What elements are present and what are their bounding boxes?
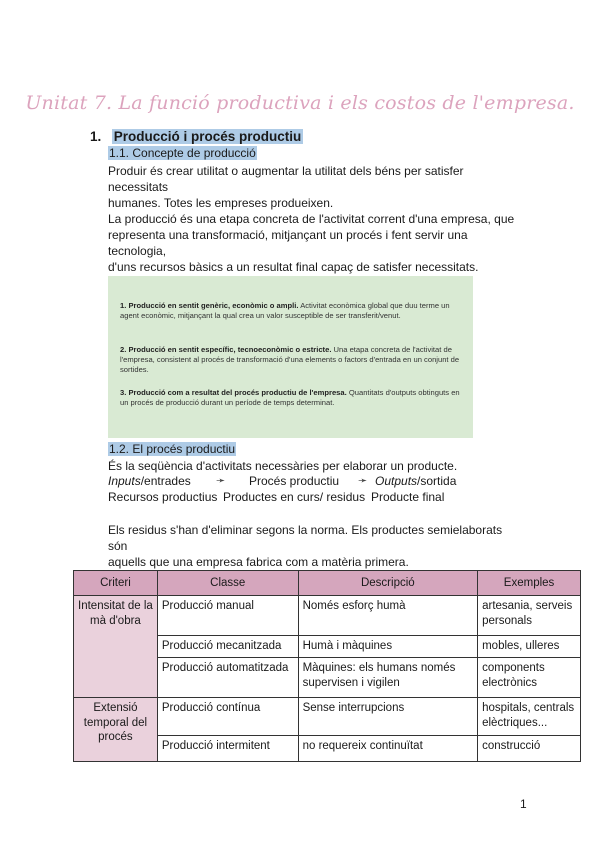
column-header: Criteri (74, 571, 158, 596)
document-title: Unitat 7. La funció productiva i els costos de l'empresa. (25, 92, 575, 114)
definition-item: 1. Producció en sentit genèric, econòmic o ampli. Activitat econòmica global que duu terme un agent econòmic, mitjançant la qual crea un valor susceptible de ser transferit/venut. (120, 301, 450, 320)
column-header: Classe (157, 571, 298, 596)
table-row: Producció mecanitzada Humà i màquines mobles, ulleres (74, 636, 581, 658)
table-row: Extensió temporal del procés Producció contínua Sense interrupcions hospitals, centrals elèctriques... (74, 698, 581, 736)
paragraph-line: La producció és una etapa concreta de l'activitat corrent d'una empresa, que (108, 212, 515, 226)
section-title: Producció i procés productiu (113, 129, 302, 144)
paragraph-line: humanes. Totes les empreses produeixen. (108, 196, 334, 210)
table-row: Intensitat de la mà d'obra Producció manual Només esforç humà artesania, serveis personals (74, 596, 581, 636)
production-types-table (73, 570, 581, 762)
column-header: Descripció (298, 571, 478, 596)
definition-item: 2. Producció en sentit específic, tecnoeconòmic o estricte. Una etapa concreta de l'activitat de l'empresa, consistent al procés de transformació d'una elements o factors d'entrada en un conjunt de sortides. (120, 345, 460, 374)
table-header-row (74, 571, 581, 596)
subsection-heading-1: 1.1. Concepte de producció (109, 146, 256, 160)
paragraph-line: representa una transformació, mitjançant un procés i fent servir una tecnologia, (108, 228, 468, 258)
page-number: 1 (520, 797, 527, 811)
section-heading (90, 129, 303, 144)
column-header: Exemples (478, 571, 581, 596)
paragraph-line: d'uns recursos bàsics a un resultat final capaç de satisfer necessitats. (108, 260, 479, 274)
criteria-cell: Extensió temporal del procés (74, 698, 158, 762)
residus-note: Els residus s'han d'eliminar segons la norma. Els productes semielaborats són aquells que una empresa fabrica com a matèria primera. (108, 523, 503, 569)
subsection-heading-2: 1.2. El procés productiu (109, 442, 236, 456)
arrow-icon: ➛ (358, 475, 368, 487)
criteria-cell: Intensitat de la mà d'obra (74, 596, 158, 698)
definitions-box (108, 276, 473, 438)
arrow-icon: ➛ (216, 475, 226, 487)
definition-item: 3. Producció com a resultat del procés productiu de l'empresa. Quantitats d'outputs obtinguts en un procés de producció durant un període de temps determinat. (120, 388, 460, 407)
table-row: Producció intermitent no requereix continuïtat construcció (74, 736, 581, 762)
paragraph-line: Produir és crear utilitat o augmentar la utilitat dels béns per satisfer necessitats (108, 164, 464, 194)
section-number: 1. (90, 129, 102, 144)
process-intro: És la seqüència d'activitats necessàries per elaborar un producte. (108, 459, 458, 473)
table-row: Producció automatitzada Màquines: els humans només supervisen i vigilen components electrònics (74, 658, 581, 698)
